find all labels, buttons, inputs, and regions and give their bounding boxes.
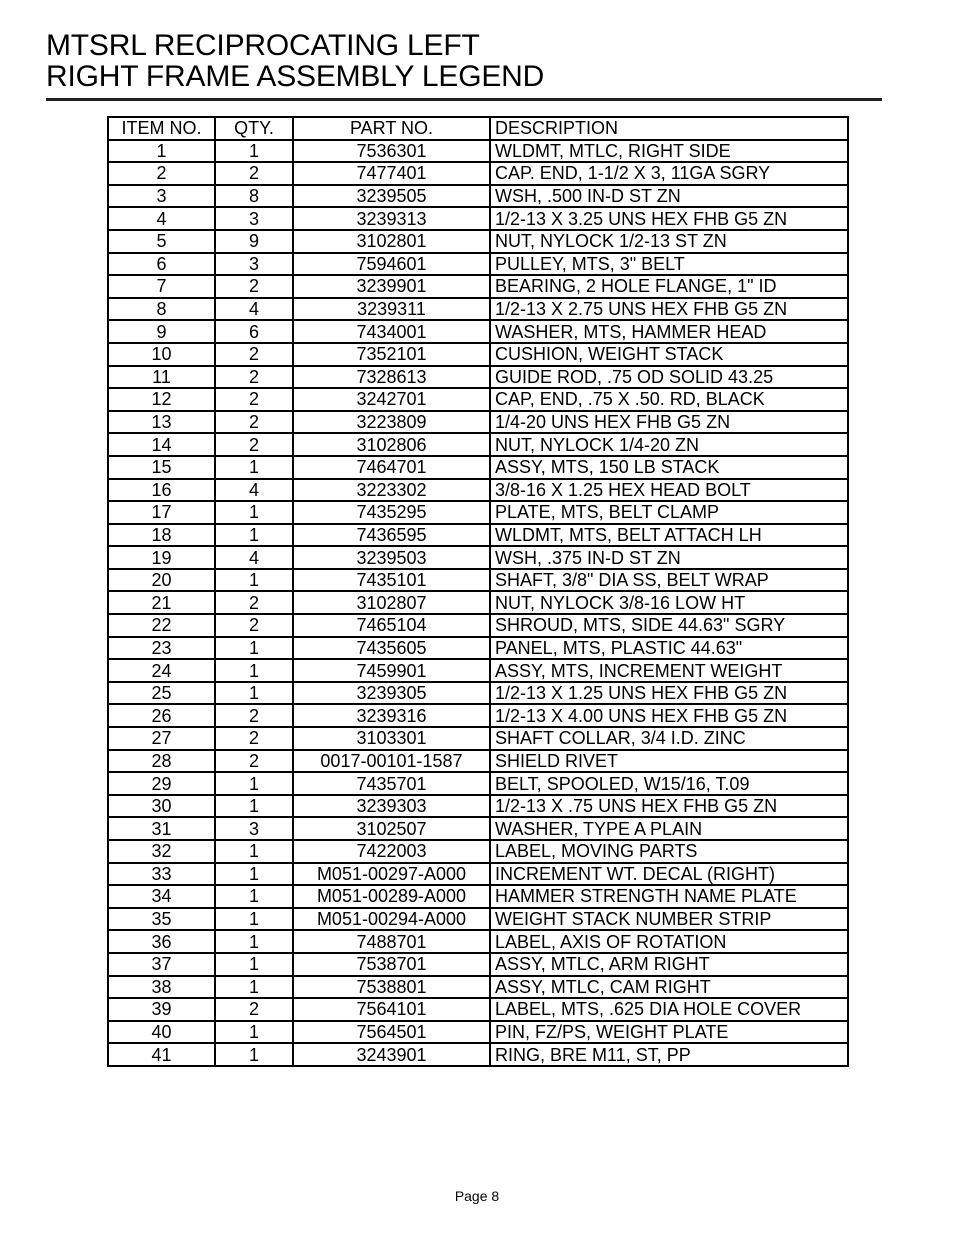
cell-qty: 2: [215, 998, 293, 1021]
table-row: [108, 320, 848, 343]
cell-part-no: 7488701: [293, 930, 490, 953]
cell-description: 3/8-16 X 1.25 HEX HEAD BOLT: [490, 479, 848, 502]
cell-qty: 2: [215, 433, 293, 456]
cell-description: SHROUD, MTS, SIDE 44.63" SGRY: [490, 614, 848, 637]
cell-description: 1/2-13 X .75 UNS HEX FHB G5 ZN: [490, 795, 848, 818]
page-title: [46, 30, 544, 92]
cell-description: ASSY, MTS, 150 LB STACK: [490, 456, 848, 479]
cell-description: HAMMER STRENGTH NAME PLATE: [490, 885, 848, 908]
cell-item-no: 32: [108, 840, 215, 863]
cell-part-no: 3102507: [293, 817, 490, 840]
cell-part-no: 3102806: [293, 433, 490, 456]
cell-qty: 4: [215, 298, 293, 321]
cell-item-no: 9: [108, 320, 215, 343]
cell-item-no: 11: [108, 366, 215, 389]
cell-part-no: 7536301: [293, 140, 490, 163]
cell-item-no: 18: [108, 524, 215, 547]
cell-item-no: 12: [108, 388, 215, 411]
cell-qty: 2: [215, 704, 293, 727]
cell-part-no: 3239503: [293, 546, 490, 569]
cell-qty: 1: [215, 524, 293, 547]
table-row: [108, 501, 848, 524]
table-row: [108, 569, 848, 592]
page-number: Page 8: [454, 1188, 500, 1204]
table-row: [108, 682, 848, 705]
cell-item-no: 7: [108, 275, 215, 298]
table-row: [108, 207, 848, 230]
cell-part-no: 3239311: [293, 298, 490, 321]
cell-part-no: 7422003: [293, 840, 490, 863]
table-row: [108, 750, 848, 773]
title-line-1: MTSRL RECIPROCATING LEFT: [46, 29, 480, 62]
cell-item-no: 16: [108, 479, 215, 502]
table-row: [108, 433, 848, 456]
cell-item-no: 27: [108, 727, 215, 750]
table-row: [108, 456, 848, 479]
cell-description: PANEL, MTS, PLASTIC 44.63": [490, 637, 848, 660]
cell-part-no: 3242701: [293, 388, 490, 411]
cell-qty: 1: [215, 908, 293, 931]
header-description: DESCRIPTION: [490, 117, 848, 140]
table-row: [108, 998, 848, 1021]
table-row: [108, 546, 848, 569]
cell-qty: 1: [215, 140, 293, 163]
cell-part-no: 3102807: [293, 591, 490, 614]
table-row: [108, 366, 848, 389]
cell-part-no: 7464701: [293, 456, 490, 479]
header-part-no: PART NO.: [293, 117, 490, 140]
cell-qty: 1: [215, 953, 293, 976]
cell-item-no: 31: [108, 817, 215, 840]
cell-description: NUT, NYLOCK 3/8-16 LOW HT: [490, 591, 848, 614]
table-row: [108, 840, 848, 863]
cell-item-no: 40: [108, 1021, 215, 1044]
cell-qty: 2: [215, 727, 293, 750]
cell-item-no: 15: [108, 456, 215, 479]
cell-qty: 1: [215, 682, 293, 705]
table-row: [108, 298, 848, 321]
cell-description: SHAFT, 3/8" DIA SS, BELT WRAP: [490, 569, 848, 592]
table-row: [108, 772, 848, 795]
cell-part-no: M051-00297-A000: [293, 863, 490, 886]
cell-description: BEARING, 2 HOLE FLANGE, 1" ID: [490, 275, 848, 298]
cell-qty: 1: [215, 637, 293, 660]
table-row: [108, 591, 848, 614]
cell-qty: 1: [215, 885, 293, 908]
cell-item-no: 20: [108, 569, 215, 592]
cell-part-no: 3243901: [293, 1043, 490, 1066]
table-row: [108, 704, 848, 727]
cell-part-no: 7434001: [293, 320, 490, 343]
cell-qty: 4: [215, 546, 293, 569]
cell-part-no: 7538801: [293, 976, 490, 999]
cell-part-no: 3239505: [293, 185, 490, 208]
table-row: [108, 388, 848, 411]
cell-item-no: 3: [108, 185, 215, 208]
cell-description: 1/2-13 X 1.25 UNS HEX FHB G5 ZN: [490, 682, 848, 705]
cell-qty: 1: [215, 863, 293, 886]
cell-description: SHIELD RIVET: [490, 750, 848, 773]
cell-description: INCREMENT WT. DECAL (RIGHT): [490, 863, 848, 886]
table-row: [108, 863, 848, 886]
cell-description: 1/2-13 X 2.75 UNS HEX FHB G5 ZN: [490, 298, 848, 321]
cell-description: WASHER, TYPE A PLAIN: [490, 817, 848, 840]
table-row: [108, 140, 848, 163]
cell-description: ASSY, MTLC, CAM RIGHT: [490, 976, 848, 999]
cell-item-no: 21: [108, 591, 215, 614]
cell-qty: 1: [215, 569, 293, 592]
cell-qty: 2: [215, 388, 293, 411]
cell-description: LABEL, AXIS OF ROTATION: [490, 930, 848, 953]
cell-description: WSH, .375 IN-D ST ZN: [490, 546, 848, 569]
title-underline: [46, 98, 882, 101]
cell-part-no: 3239303: [293, 795, 490, 818]
table-row: [108, 479, 848, 502]
cell-item-no: 8: [108, 298, 215, 321]
table-row: [108, 817, 848, 840]
table-row: [108, 795, 848, 818]
table-row: [108, 1043, 848, 1066]
cell-qty: 1: [215, 795, 293, 818]
cell-part-no: 3103301: [293, 727, 490, 750]
table-row: [108, 275, 848, 298]
cell-part-no: 7459901: [293, 659, 490, 682]
cell-qty: 3: [215, 817, 293, 840]
table-body: [108, 140, 848, 1066]
table-row: [108, 230, 848, 253]
cell-qty: 8: [215, 185, 293, 208]
cell-description: CUSHION, WEIGHT STACK: [490, 343, 848, 366]
cell-item-no: 39: [108, 998, 215, 1021]
cell-qty: 1: [215, 456, 293, 479]
cell-description: LABEL, MOVING PARTS: [490, 840, 848, 863]
cell-item-no: 2: [108, 162, 215, 185]
cell-item-no: 13: [108, 411, 215, 434]
cell-item-no: 29: [108, 772, 215, 795]
cell-item-no: 22: [108, 614, 215, 637]
cell-description: LABEL, MTS, .625 DIA HOLE COVER: [490, 998, 848, 1021]
cell-description: SHAFT COLLAR, 3/4 I.D. ZINC: [490, 727, 848, 750]
cell-qty: 3: [215, 253, 293, 276]
table-row: [108, 659, 848, 682]
table-row: [108, 953, 848, 976]
header-item-no: ITEM NO.: [108, 117, 215, 140]
cell-item-no: 24: [108, 659, 215, 682]
cell-description: RING, BRE M11, ST, PP: [490, 1043, 848, 1066]
cell-part-no: 3223302: [293, 479, 490, 502]
cell-qty: 2: [215, 366, 293, 389]
cell-part-no: M051-00294-A000: [293, 908, 490, 931]
cell-part-no: 7435701: [293, 772, 490, 795]
cell-item-no: 4: [108, 207, 215, 230]
cell-part-no: 7328613: [293, 366, 490, 389]
title-line-2: RIGHT FRAME ASSEMBLY LEGEND: [46, 60, 545, 93]
cell-part-no: 7352101: [293, 343, 490, 366]
cell-description: WASHER, MTS, HAMMER HEAD: [490, 320, 848, 343]
cell-part-no: 7435101: [293, 569, 490, 592]
table-row: [108, 411, 848, 434]
cell-description: PULLEY, MTS, 3" BELT: [490, 253, 848, 276]
cell-qty: 1: [215, 1043, 293, 1066]
cell-item-no: 17: [108, 501, 215, 524]
cell-part-no: 3239313: [293, 207, 490, 230]
cell-item-no: 23: [108, 637, 215, 660]
cell-description: ASSY, MTLC, ARM RIGHT: [490, 953, 848, 976]
cell-part-no: 7538701: [293, 953, 490, 976]
cell-part-no: 3223809: [293, 411, 490, 434]
cell-item-no: 28: [108, 750, 215, 773]
cell-item-no: 1: [108, 140, 215, 163]
cell-item-no: 10: [108, 343, 215, 366]
cell-qty: 2: [215, 614, 293, 637]
cell-part-no: M051-00289-A000: [293, 885, 490, 908]
cell-item-no: 14: [108, 433, 215, 456]
cell-part-no: 7477401: [293, 162, 490, 185]
cell-description: 1/4-20 UNS HEX FHB G5 ZN: [490, 411, 848, 434]
cell-description: WLDMT, MTS, BELT ATTACH LH: [490, 524, 848, 547]
cell-qty: 1: [215, 1021, 293, 1044]
cell-item-no: 41: [108, 1043, 215, 1066]
cell-qty: 2: [215, 750, 293, 773]
cell-qty: 9: [215, 230, 293, 253]
cell-description: WEIGHT STACK NUMBER STRIP: [490, 908, 848, 931]
table-row: [108, 976, 848, 999]
cell-part-no: 7564501: [293, 1021, 490, 1044]
cell-description: BELT, SPOOLED, W15/16, T.09: [490, 772, 848, 795]
cell-description: NUT, NYLOCK 1/2-13 ST ZN: [490, 230, 848, 253]
cell-qty: 4: [215, 479, 293, 502]
cell-item-no: 33: [108, 863, 215, 886]
cell-qty: 2: [215, 275, 293, 298]
cell-description: 1/2-13 X 4.00 UNS HEX FHB G5 ZN: [490, 704, 848, 727]
cell-qty: 2: [215, 411, 293, 434]
cell-item-no: 25: [108, 682, 215, 705]
table-row: [108, 185, 848, 208]
cell-item-no: 35: [108, 908, 215, 931]
table-row: [108, 637, 848, 660]
cell-description: PIN, FZ/PS, WEIGHT PLATE: [490, 1021, 848, 1044]
cell-part-no: 3102801: [293, 230, 490, 253]
cell-part-no: 7564101: [293, 998, 490, 1021]
cell-description: ASSY, MTS, INCREMENT WEIGHT: [490, 659, 848, 682]
table-row: [108, 253, 848, 276]
cell-description: WSH, .500 IN-D ST ZN: [490, 185, 848, 208]
cell-item-no: 5: [108, 230, 215, 253]
cell-description: CAP. END, 1-1/2 X 3, 11GA SGRY: [490, 162, 848, 185]
cell-item-no: 30: [108, 795, 215, 818]
table-row: [108, 930, 848, 953]
cell-qty: 1: [215, 976, 293, 999]
table-row: [108, 524, 848, 547]
cell-part-no: 0017-00101-1587: [293, 750, 490, 773]
table-row: [108, 614, 848, 637]
cell-part-no: 7465104: [293, 614, 490, 637]
cell-qty: 1: [215, 772, 293, 795]
cell-part-no: 3239901: [293, 275, 490, 298]
cell-qty: 6: [215, 320, 293, 343]
table-row: [108, 885, 848, 908]
table-row: [108, 162, 848, 185]
cell-item-no: 36: [108, 930, 215, 953]
cell-qty: 3: [215, 207, 293, 230]
cell-item-no: 26: [108, 704, 215, 727]
cell-qty: 1: [215, 840, 293, 863]
cell-qty: 2: [215, 343, 293, 366]
cell-description: WLDMT, MTLC, RIGHT SIDE: [490, 140, 848, 163]
header-qty: QTY.: [215, 117, 293, 140]
cell-qty: 2: [215, 591, 293, 614]
cell-part-no: 7436595: [293, 524, 490, 547]
table-row: [108, 1021, 848, 1044]
cell-qty: 1: [215, 501, 293, 524]
table-row: [108, 343, 848, 366]
cell-item-no: 19: [108, 546, 215, 569]
cell-item-no: 6: [108, 253, 215, 276]
cell-item-no: 38: [108, 976, 215, 999]
cell-part-no: 7594601: [293, 253, 490, 276]
parts-legend-table: [107, 116, 849, 1067]
cell-description: NUT, NYLOCK 1/4-20 ZN: [490, 433, 848, 456]
cell-description: GUIDE ROD, .75 OD SOLID 43.25: [490, 366, 848, 389]
cell-part-no: 7435295: [293, 501, 490, 524]
cell-part-no: 3239316: [293, 704, 490, 727]
table-header-row: [108, 117, 848, 140]
cell-description: CAP, END, .75 X .50. RD, BLACK: [490, 388, 848, 411]
cell-item-no: 37: [108, 953, 215, 976]
cell-part-no: 7435605: [293, 637, 490, 660]
cell-part-no: 3239305: [293, 682, 490, 705]
cell-qty: 2: [215, 162, 293, 185]
table-row: [108, 727, 848, 750]
cell-qty: 1: [215, 930, 293, 953]
cell-item-no: 34: [108, 885, 215, 908]
cell-description: 1/2-13 X 3.25 UNS HEX FHB G5 ZN: [490, 207, 848, 230]
table-row: [108, 908, 848, 931]
cell-qty: 1: [215, 659, 293, 682]
cell-description: PLATE, MTS, BELT CLAMP: [490, 501, 848, 524]
